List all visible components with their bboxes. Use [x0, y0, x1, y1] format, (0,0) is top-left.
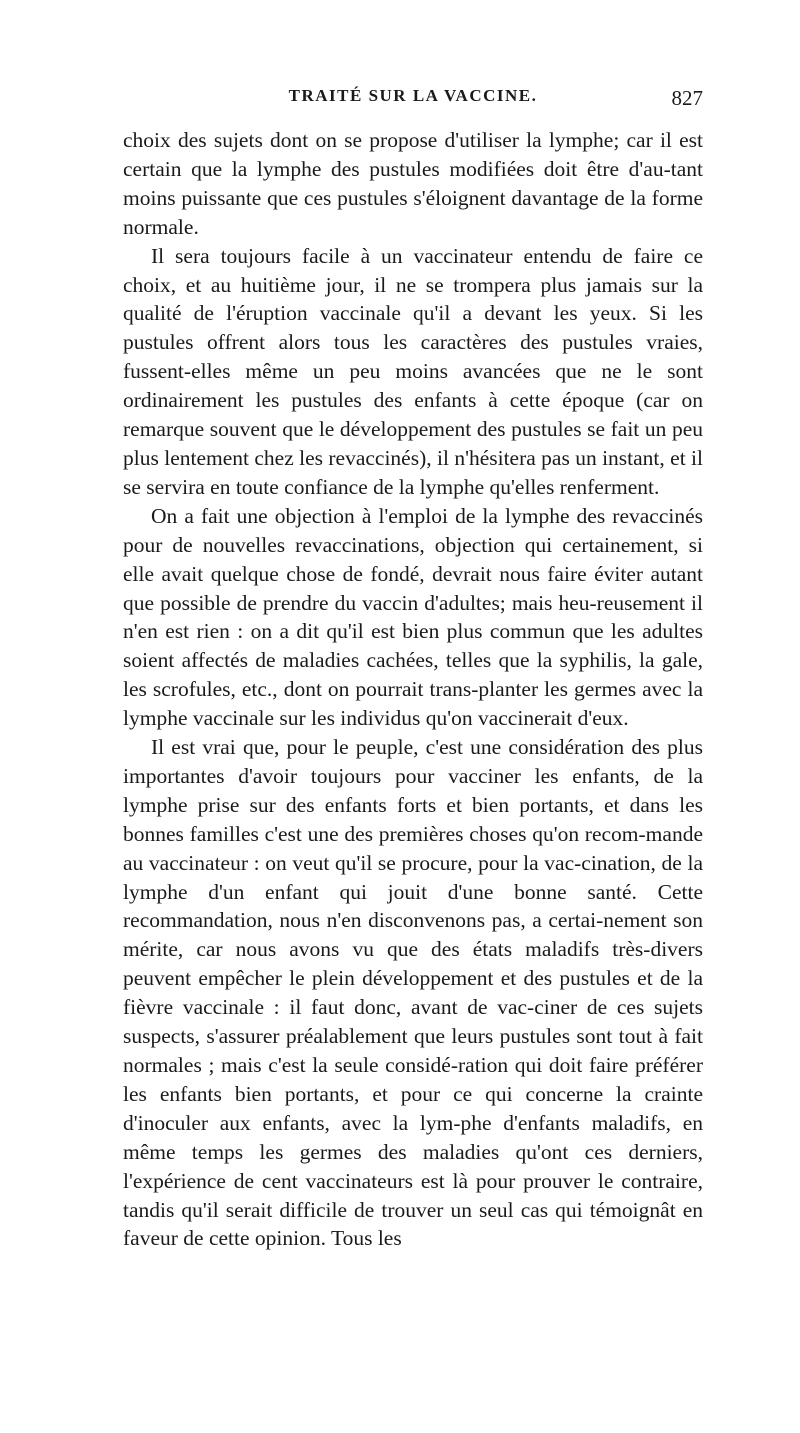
paragraph-continued: choix des sujets dont on se propose d'utiliser la lymphe; car il est certain que la lymphe des pustules modifiées doit être d'au-tant moins puissante que ces pustules s'éloignent davantage de la forme normale. — [123, 128, 703, 239]
paragraph: On a fait une objection à l'emploi de la lymphe des revaccinés pour de nouvelles revaccinations, objection qui certainement, si elle avait quelque chose de fondé, devrait nous faire éviter autant que possible de prendre du vaccin d'adultes; mais heu-reusement il n'en est rien : on a dit qu'il est bien plus commun que les adultes soient affectés de maladies cachées, telles que la syphilis, la gale, les scrofules, etc., dont on pourrait trans-planter les germes avec la lymphe vaccinale sur les individus qu'on vaccinerait d'eux. — [123, 503, 703, 731]
paragraph: Il sera toujours facile à un vaccinateur entendu de faire ce choix, et au huitième jour, il ne se trompera plus jamais sur la qualité de l'éruption vaccinale qu'il a devant les yeux. Si les pustules offrent alors tous les caractères des pustules vraies, fussent-elles même un peu moins avancées que ne le sont ordinairement les pustules des enfants à cette époque (car on remarque souvent que le développement des pustules se fait un peu plus lentement chez les revaccinés), il n'hésitera pas un instant, et il se servira en toute confiance de la lymphe qu'elles renferment. — [123, 243, 703, 499]
running-head-title: TRAITÉ SUR LA VACCINE. — [288, 86, 538, 105]
running-head — [123, 86, 703, 116]
body-text — [123, 126, 703, 1253]
page-number: 827 — [671, 86, 703, 110]
paragraph: Il est vrai que, pour le peuple, c'est une considération des plus importantes d'avoir toujours pour vacciner les enfants, de la lymphe prise sur des enfants forts et bien portants, et dans les bonnes familles c'est une des premières choses qu'on recom-mande au vaccinateur : on veut qu'il se procure, pour la vac-cination, de la lymphe d'un enfant qui jouit d'une bonne santé. Cette recommandation, nous n'en disconvenons pas, a certai-nement son mérite, car nous avons vu que des états maladifs très-divers peuvent empêcher le plein développement et des pustules et de la fièvre vaccinale : il faut donc, avant de vac-ciner de ces sujets suspects, s'assurer préalablement que leurs pustules sont tout à fait normales ; mais c'est la seule considé-ration qui doit faire préférer les enfants bien portants, et pour ce qui concerne la crainte d'inoculer aux enfants, avec la lym-phe d'enfants maladifs, en même temps les germes des maladies qu'ont ces derniers, l'expérience de cent vaccinateurs est là pour prouver le contraire, tandis qu'il serait difficile de trouver un seul cas qui témoignât en faveur de cette opinion. Tous les — [123, 735, 703, 1251]
book-page — [123, 86, 703, 1253]
